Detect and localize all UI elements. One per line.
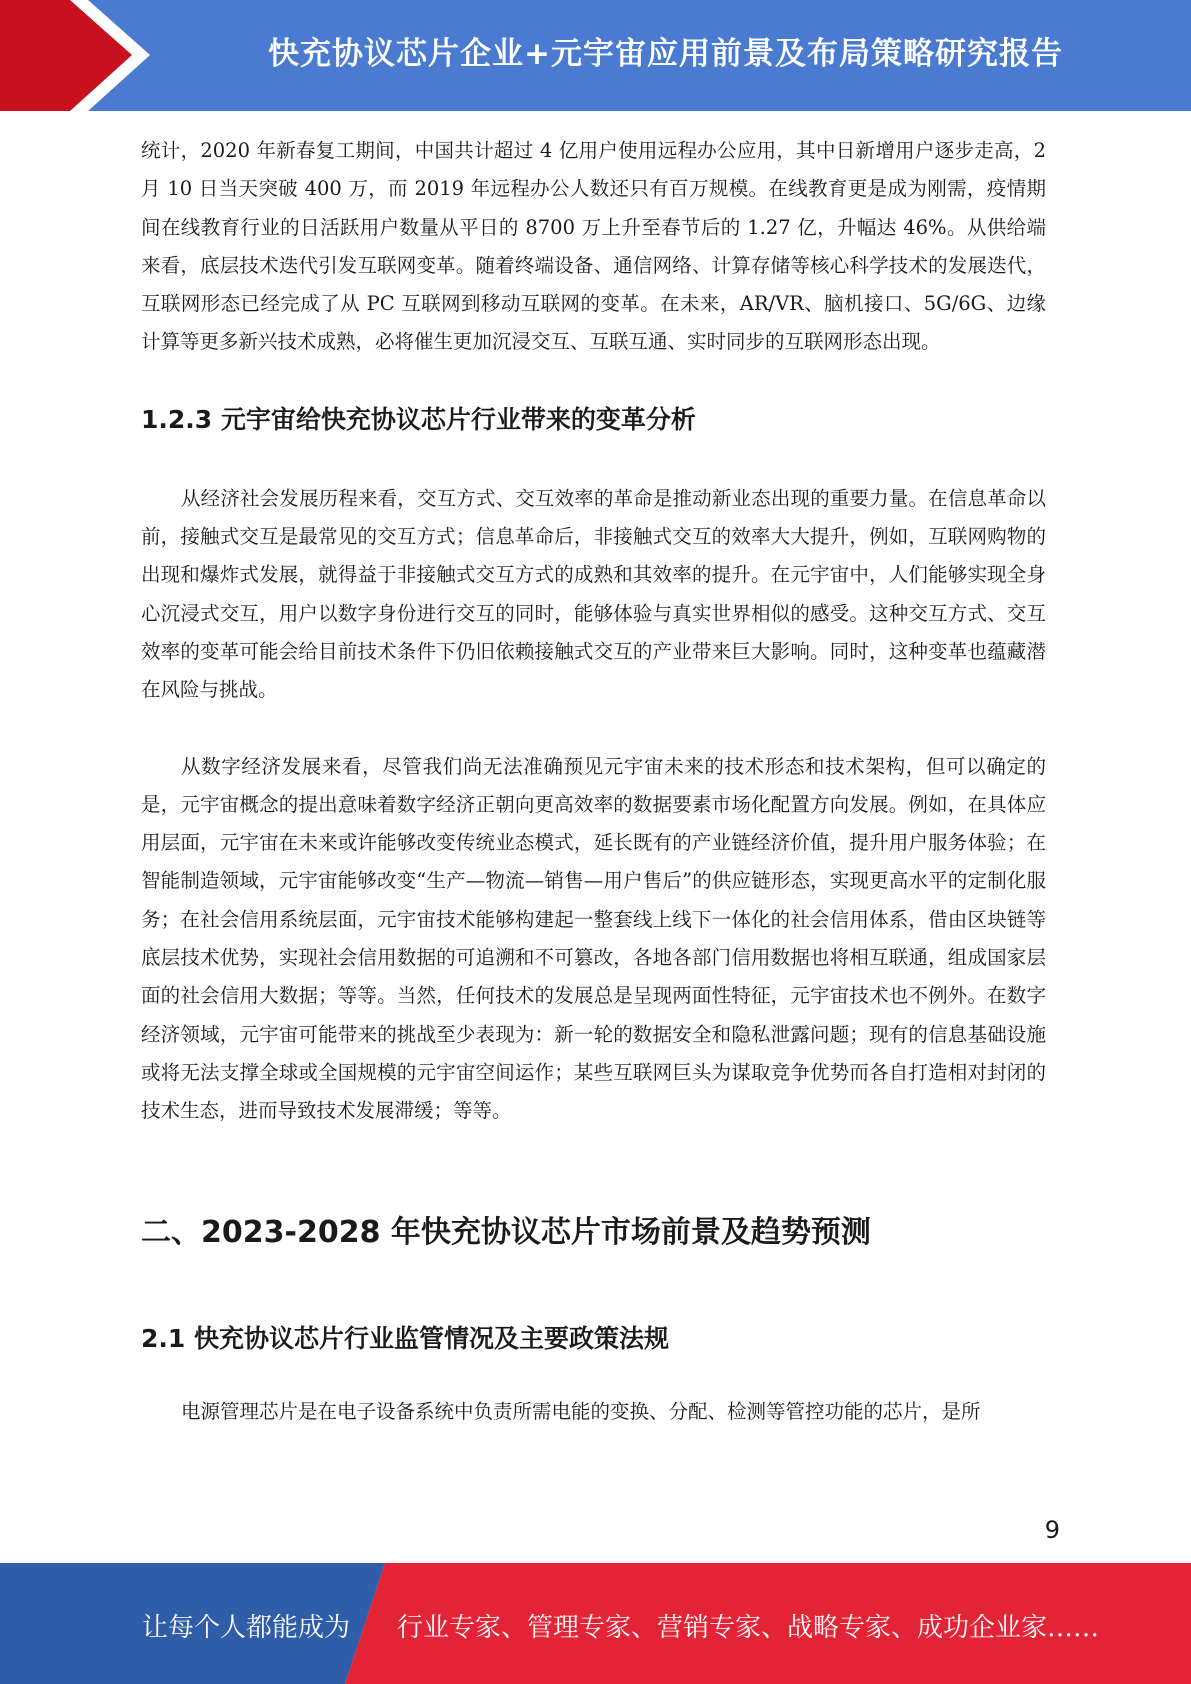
chapter-heading-2: 二、2023-2028 年快充协议芯片市场前景及趋势预测	[141, 1214, 871, 1250]
section-heading-1-2-3: 1.2.3 元宇宙给快充协议芯片行业带来的变革分析	[141, 404, 696, 434]
footer-banner	[0, 1563, 1191, 1684]
paragraph-3: 从数字经济发展来看，尽管我们尚无法准确预见元宇宙未来的技术形态和技术架构，但可以确定的是，元宇宙概念的提出意味着数字经济正朝向更高效率的数据要素市场化配置方向发展。例如，在具体应用层面，元宇宙在未来或许能够改变传统业态模式，延长既有的产业链经济价值，提升用户服务体验；在智能制造领域，元宇宙能够改变“生产—物流—销售—用户售后”的供应链形态，实现更高水平的定制化服务；在社会信用系统层面，元宇宙技术能够构建起一整套线上线下一体化的社会信用体系，借由区块链等底层技术优势，实现社会信用数据的可追溯和不可篡改，各地各部门信用数据也将相互联通，组成国家层面的社会信用大数据；等等。当然，任何技术的发展总是呈现两面性特征，元宇宙技术也不例外。在数字经济领域，元宇宙可能带来的挑战至少表现为：新一轮的数据安全和隐私泄露问题；现有的信息基础设施或将无法支撑全球或全国规模的元宇宙空间运作；某些互联网巨头为谋取竞争优势而各自打造相对封闭的技术生态，进而导致技术发展滞缓；等等。	[141, 754, 1046, 1123]
page-content	[141, 132, 1046, 1431]
section-heading-2-1: 2.1 快充协议芯片行业监管情况及主要政策法规	[141, 1323, 669, 1353]
footer-slogan-right: 行业专家、管理专家、营销专家、战略专家、成功企业家……	[397, 1613, 1100, 1643]
page-number: 9	[1044, 1516, 1060, 1544]
footer-slogan-left: 让每个人都能成为	[142, 1613, 351, 1643]
paragraph-1: 统计，2020 年新春复工期间，中国共计超过 4 亿用户使用远程办公应用，其中日新增用户逐步走高，2 月 10 日当天突破 400 万，而 2019 年远程办公人数还只有百万规模。在线教育更是成为刚需，疫情期间在线教育行业的日活跃用户数量从平日的 8700 万上升至春节后的 1.27 亿，升幅达 46%。从供给端来看，底层技术迭代引发互联网变革。随着终端设备、通信网络、计算存储等核心科学技术的发展迭代，互联网形态已经完成了从 PC 互联网到移动互联网的变革。在未来，AR/VR、脑机接口、5G/6G、边缘计算等更多新兴技术成熟，必将催生更加沉浸交互、互联互通、实时同步的互联网形态出现。	[141, 139, 1046, 354]
paragraph-4: 电源管理芯片是在电子设备系统中负责所需电能的变换、分配、检测等管控功能的芯片，是所	[181, 1399, 981, 1423]
header-banner	[0, 0, 1191, 111]
paragraph-2: 从经济社会发展历程来看，交互方式、交互效率的革命是推动新业态出现的重要力量。在信息革命以前，接触式交互是最常见的交互方式；信息革命后，非接触式交互的效率大大提升，例如，互联网购物的出现和爆炸式发展，就得益于非接触式交互方式的成熟和其效率的提升。在元宇宙中，人们能够实现全身心沉浸式交互，用户以数字身份进行交互的同时，能够体验与真实世界相似的感受。这种交互方式、交互效率的变革可能会给目前技术条件下仍旧依赖接触式交互的产业带来巨大影响。同时，这种变革也蕴藏潜在风险与挑战。	[141, 486, 1046, 702]
report-title: 快充协议芯片企业+元宇宙应用前景及布局策略研究报告	[268, 35, 1063, 72]
